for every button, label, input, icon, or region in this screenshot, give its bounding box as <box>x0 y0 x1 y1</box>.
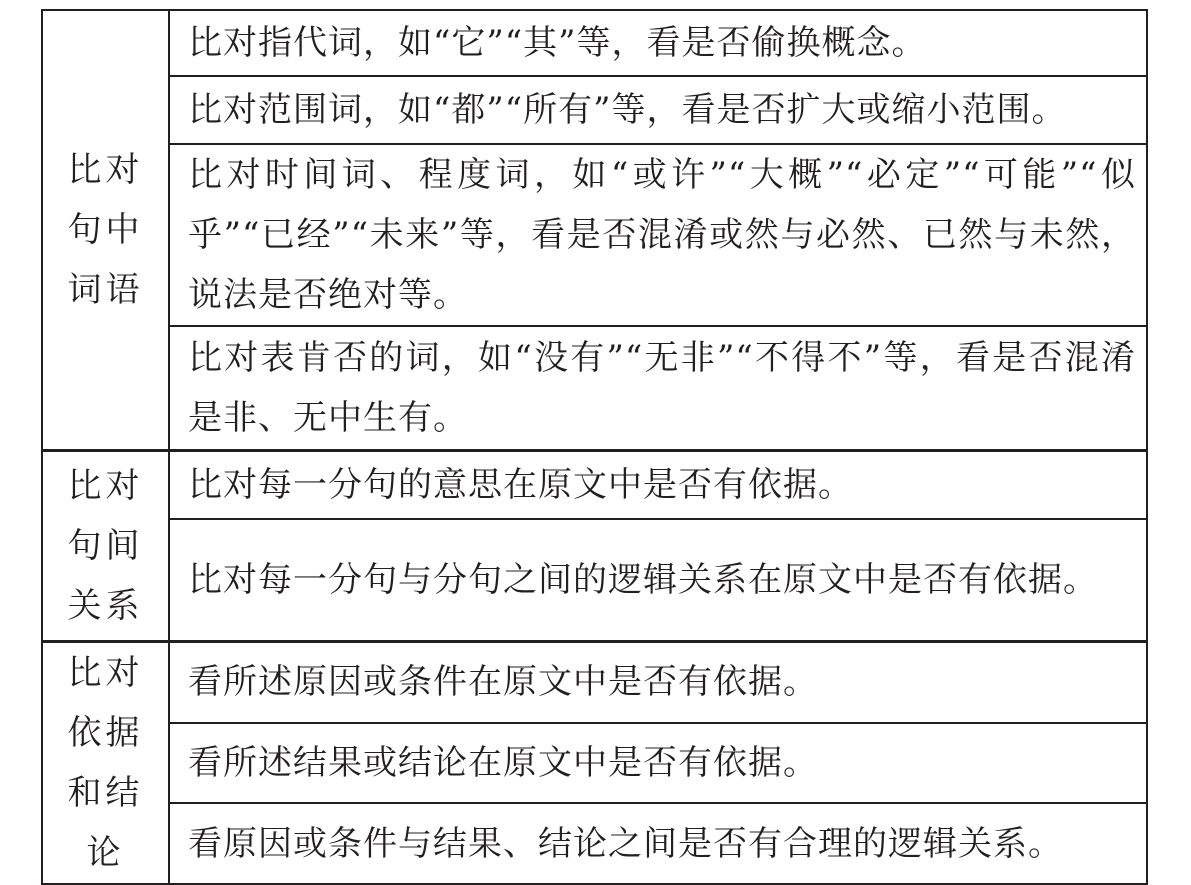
table-row <box>42 326 1147 451</box>
description-cell: 比对指代词，如“它”“其”等，看是否偷换概念。 <box>169 10 1147 76</box>
description-cell: 比对时间词、程度词，如“或许”“大概”“必定”“可能”“似乎”“已经”“未来”等，看是否混淆或然与必然、已然与未然，说法是否绝对等。 <box>169 144 1147 326</box>
category-cell-sentence-relation: 比对句间关系 <box>42 451 169 642</box>
table-row <box>42 803 1147 884</box>
description-cell: 比对表肯否的词，如“没有”“无非”“不得不”等，看是否混淆是非、无中生有。 <box>169 326 1147 451</box>
table-row <box>42 144 1147 326</box>
description-cell: 比对每一分句的意思在原文中是否有依据。 <box>169 451 1147 520</box>
description-cell: 看所述原因或条件在原文中是否有依据。 <box>169 642 1147 723</box>
comparison-table <box>41 9 1148 885</box>
table-row <box>42 76 1147 144</box>
category-cell-basis-conclusion: 比对依据和结论 <box>42 642 169 885</box>
description-cell: 比对范围词，如“都”“所有”等，看是否扩大或缩小范围。 <box>169 76 1147 144</box>
description-cell: 看所述结果或结论在原文中是否有依据。 <box>169 723 1147 804</box>
table-row <box>42 723 1147 804</box>
description-cell: 看原因或条件与结果、结论之间是否有合理的逻辑关系。 <box>169 803 1147 884</box>
category-cell-word-comparison: 比对句中词语 <box>42 10 169 451</box>
table-row <box>42 10 1147 76</box>
table-row <box>42 519 1147 642</box>
table-row <box>42 451 1147 520</box>
description-cell: 比对每一分句与分句之间的逻辑关系在原文中是否有依据。 <box>169 519 1147 642</box>
table-row <box>42 642 1147 723</box>
